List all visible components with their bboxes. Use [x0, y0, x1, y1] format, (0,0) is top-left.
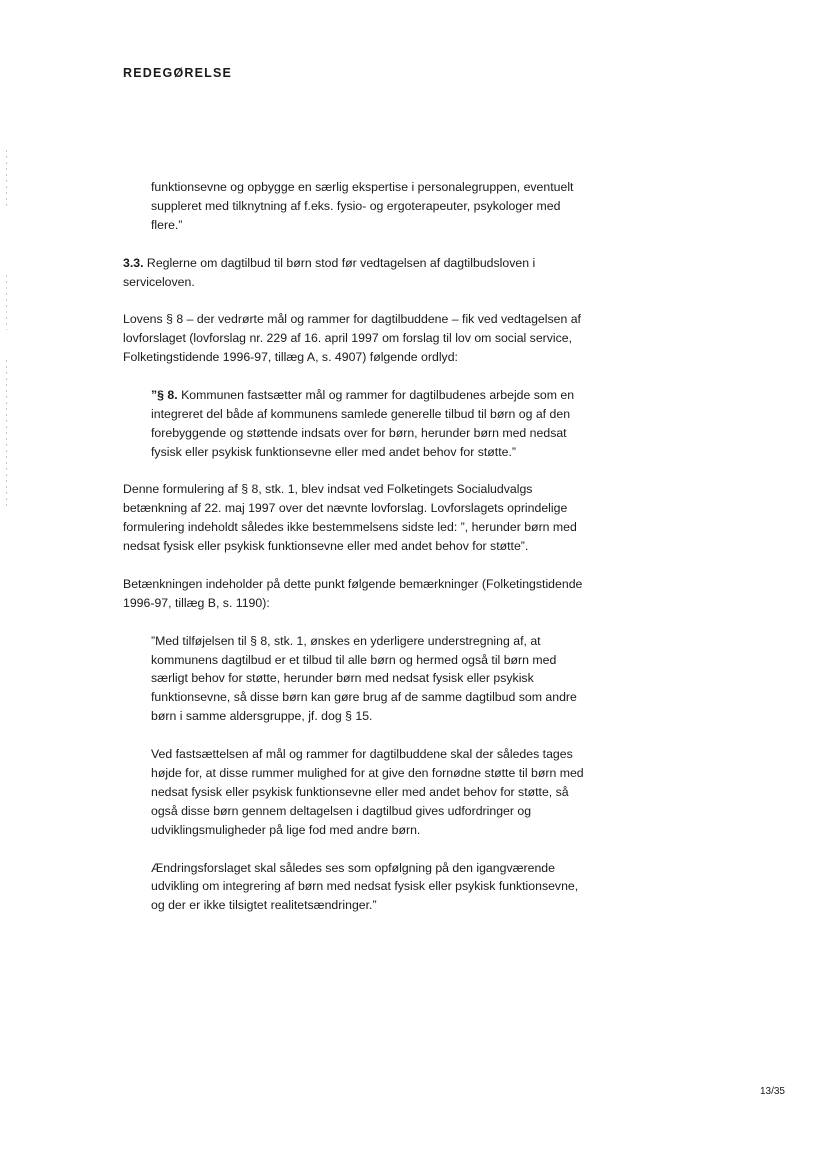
quote-fastsaettelsen: Ved fastsættelsen af mål og rammer for dagtilbuddene skal der således tages højde for, at disse rummer mulighed for at give den fornødne støtte til børn med nedsat fysisk eller psykisk funktionsevne eller med andet behov for støtte, så også disse børn gennem deltagelsen i dagtilbud gives udfordringer og udviklingsmuligheder på lige fod med andre børn. [151, 747, 584, 837]
margin-scan-mark [6, 275, 7, 330]
quote-aendringsforslaget: Ændringsforslaget skal således ses som opfølgning på den igangværende udvikling om integrering af børn med nedsat fysisk eller psykisk funktionsevne, og der er ikke tilsigtet realitetsændringer.” [151, 860, 579, 913]
page-number: 13/35 [759, 1086, 785, 1097]
section-number: 3.3. [123, 255, 144, 270]
paragraph-formulering: Denne formulering af § 8, stk. 1, blev indsat ved Folketingets Socialudvalgs betænkning af 22. maj 1997 over det nævnte lovforslag. Lovforslagets oprindelige formulering indeholdt således ikke bestemmelsens sidste led: ”, herunder børn med nedsat fysisk eller psykisk funktionsevne eller med andet behov for støtte”. [123, 482, 577, 554]
quote-tilfoejelsen: ”Med tilføjelsen til § 8, stk. 1, ønskes en yderligere understregning af, at kommunens dagtilbud er et tilbud til alle børn og hermed også til børn med særligt behov for støtte, herunder børn med nedsat fysisk eller psykisk funktionsevne, så disse børn kan gøre brug af de samme dagtilbud som andre børn i samme aldersgruppe, jf. dog § 15. [151, 633, 577, 724]
margin-scan-mark [6, 150, 7, 210]
section-heading-3-3: 3.3. Reglerne om dagtilbud til børn stod før vedtagelsen af dagtilbudsloven i serviceloven. [123, 255, 536, 289]
paragraph-betaenkningen: Betænkningen indeholder på dette punkt følgende bemærkninger (Folketingstidende 1996-97, tillæg B, s. 1190): [123, 576, 583, 610]
margin-scan-mark [6, 360, 7, 510]
quote-section-ref: ”§ 8. [151, 387, 178, 402]
quote-paragraph-8: ”§ 8. Kommunen fastsætter mål og rammer for dagtilbudenes arbejde som en integreret del både af kommunens samlede generelle tilbud til børn og af den forebyggende og støttende indsats over for børn, herunder børn med nedsat fysisk eller psykisk funktionsevne eller med andet behov for støtte.” [151, 387, 575, 459]
paragraph-lovens-8: Lovens § 8 – der vedrørte mål og rammer for dagtilbuddene – fik ved vedtagelsen af lovforslaget (lovforslag nr. 229 af 16. april 1997 om forslag til lov om social service, Folketingstidende 1996-97, tillæg A, s. 4907) følgende ordlyd: [123, 312, 581, 365]
paragraph-quote-continuation: funktionsevne og opbygge en særlig ekspertise i personalegruppen, eventuelt suppleret med tilknytning af f.eks. fysio- og ergoterapeuter, psykologer med flere.” [151, 180, 574, 232]
document-body [123, 178, 585, 915]
document-header: REDEGØRELSE [123, 66, 233, 80]
